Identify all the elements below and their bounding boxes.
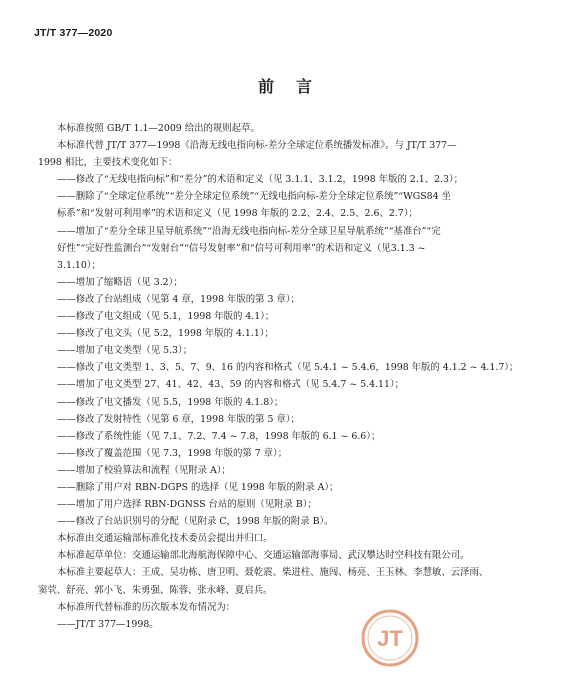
body-line: ——修改了覆盖范围（见 7.3，1998 年版的第 7 章）； [57,447,288,459]
body-line: ——增加了电文类型（见 5.3）； [57,345,193,357]
body-line: ——删除了用户对 RBN-DGPS 的选择（见 1998 年版的附录 A）； [57,481,339,493]
body-line: ——修改了台站识别号的分配（见附录 C，1998 年版的附录 B）。 [57,516,334,528]
body-line: ——删除了“全球定位系统”“差分全球定位系统”“无线电指向标-差分全球定位系统”“WGS84 坐 [57,191,451,203]
body-line: 本标准起草单位：交通运输部北海航海保障中心、交通运输部海事局、武汉攀达时空科技有限公司。 [57,550,470,562]
body-line: ——增加了用户选择 RBN-DGNSS 台站的原则（见附录 B）； [57,499,317,511]
svg-text:JT: JT [377,626,403,651]
body-line: 本标准按照 GB/T 1.1—2009 给出的规则起草。 [57,123,260,134]
body-line: 好性”“完好性监测台”“发射台”“信号发射率”和“信号可利用率”的术语和定义（见3.1.3 ~ [57,242,426,254]
body-line: 本标准由交通运输部标准化技术委员会提出并归口。 [57,533,273,545]
body-line: ——JT/T 377—1998。 [57,618,159,630]
body-line: ——增加了缩略语（见 3.2）； [57,276,183,288]
body-line: 本标准所代替标准的历次版本发布情况为： [57,601,236,613]
body-line: ——增加了“差分全球卫星导航系统”“沿海无线电指向标-差分全球卫星导航系统”“基准台”“完 [57,225,441,237]
body-line: 本标准代替 JT/T 377—1998《沿海无线电指向标-差分全球定位系统播发标准》。与 JT/T 377— [57,140,457,152]
body-line: ——增加了校验算法和流程（见附录 A）； [57,464,231,476]
body-line: 3.1.10）； [57,259,101,271]
body-line: 标系”和“发射可利用率”的术语和定义（见 1998 年版的 2.2、2.4、2.5、2.6、2.7）； [57,208,418,220]
body-line: ——修改了系统性能（见 7.1、7.2、7.4 ~ 7.8，1998 年版的 6.1 ~ 6.6）； [57,430,381,442]
page-title: 前言 [257,77,334,96]
document-body [38,120,538,633]
body-line: 窦茕、舒亮、郭小飞、朱勇强、陈蓉、张永峰、夏启兵。 [38,584,273,596]
jt-stamp-logo [360,608,420,668]
standard-code: JT/T 377—2020 [34,27,113,39]
body-line: ——增加了电文类型 27、41、42、43、59 的内容和格式（见 5.4.7 ~ 5.4.11）； [57,379,405,391]
body-line: ——修改了电文组成（见 5.1，1998 年版的 4.1）； [57,311,275,323]
body-line: ——修改了“无线电指向标”和“差分”的术语和定义（见 3.1.1、3.1.2，1998 年版的 2.1、2.3）； [57,174,464,186]
body-line: ——修改了电文头（见 5.2，1998 年版的 4.1.1）； [57,328,274,340]
body-line: 本标准主要起草人：王成、吴功栋、唐卫明、聂乾震、柴进柱、施闯、杨亮、王玉林、李慧敏、云泽雨、 [57,567,489,579]
body-line: ——修改了发射特性（见第 6 章，1998 年版的第 5 章）； [57,413,300,425]
body-line: 1998 相比，主要技术变化如下： [38,157,178,169]
body-line: ——修改了电文类型 1、3、5、7、9、16 的内容和格式（见 5.4.1 ~ 5.4.6，1998 年版的 4.1.2 ~ 4.1.7）； [57,362,519,374]
body-line: ——修改了电文播发（见 5.5，1998 年版的 4.1.8）； [57,396,284,408]
body-line: ——修改了台站组成（见第 4 章，1998 年版的第 3 章）； [57,293,300,305]
